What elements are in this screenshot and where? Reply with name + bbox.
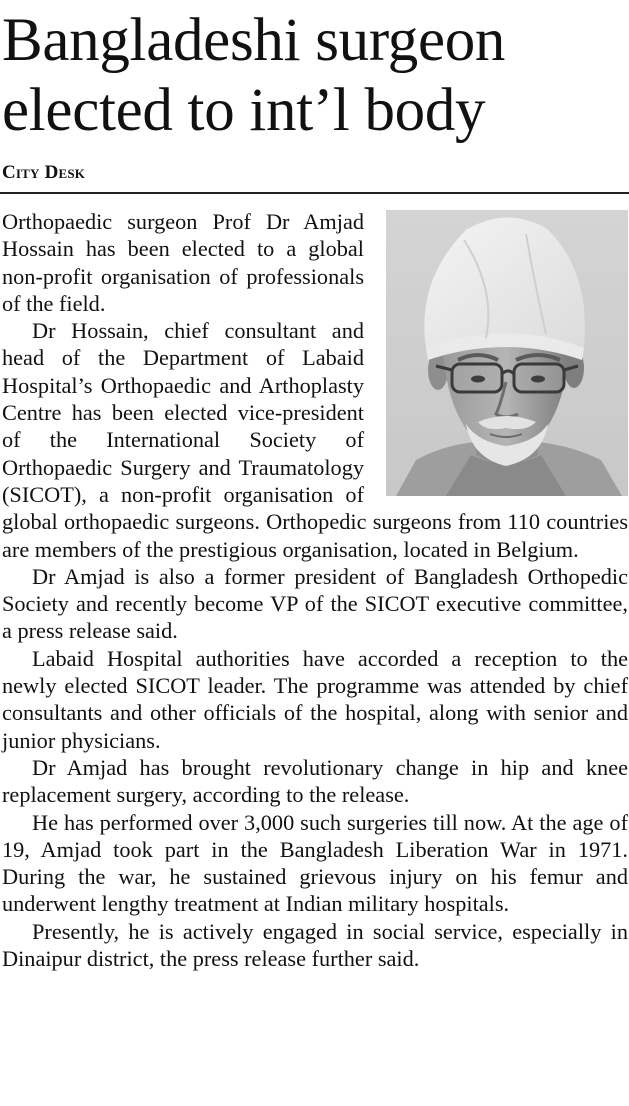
byline: City Desk bbox=[2, 162, 86, 183]
portrait-photo bbox=[386, 210, 628, 496]
article-body bbox=[2, 208, 628, 972]
headline-line-1: Bangladeshi surgeon bbox=[2, 7, 506, 74]
portrait-illustration bbox=[386, 210, 628, 496]
paragraph-3: Dr Amjad is also a former president of Bangladesh Orthopedic Society and recently become VP of the SICOT executive committee, a press release said. bbox=[2, 563, 628, 644]
paragraph-5: Dr Amjad has brought revolutionary change in hip and knee replacement surgery, according to the release. bbox=[2, 754, 628, 808]
paragraph-2: Dr Hossain, chief consultant and head of the Department of Labaid Hospital’s Orthopaedic and Arthoplasty Centre has been elected vice-president of the International Society of Orthopaedic Surgery and Traumatology (SICOT), a non-profit organisation of global orthopaedic surgeons. Orthopedic surgeons from 110 countries are members of the prestigious organisation, located in Belgium. bbox=[2, 318, 628, 562]
paragraph-7: Presently, he is actively engaged in social service, especially in Dinaipur district, the press release further said. bbox=[2, 918, 628, 972]
paragraph-1: Orthopaedic surgeon Prof Dr Amjad Hossain has been elected to a global non-profit organisation of professionals of the field. bbox=[2, 209, 364, 316]
divider-rule bbox=[0, 192, 629, 194]
headline-line-2: elected to int’l body bbox=[2, 77, 486, 144]
paragraph-6: He has performed over 3,000 such surgeries till now. At the age of 19, Amjad took part in the Bangladesh Liberation War in 1971. During the war, he sustained grievous injury on his femur and underwent lengthy treatment at Indian military hospitals. bbox=[2, 809, 628, 917]
headline bbox=[0, 6, 629, 146]
paragraph-4: Labaid Hospital authorities have accorded a reception to the newly elected SICOT leader. The programme was attended by chief consultants and other officials of the hospital, along with senior and junior physicians. bbox=[2, 645, 628, 753]
